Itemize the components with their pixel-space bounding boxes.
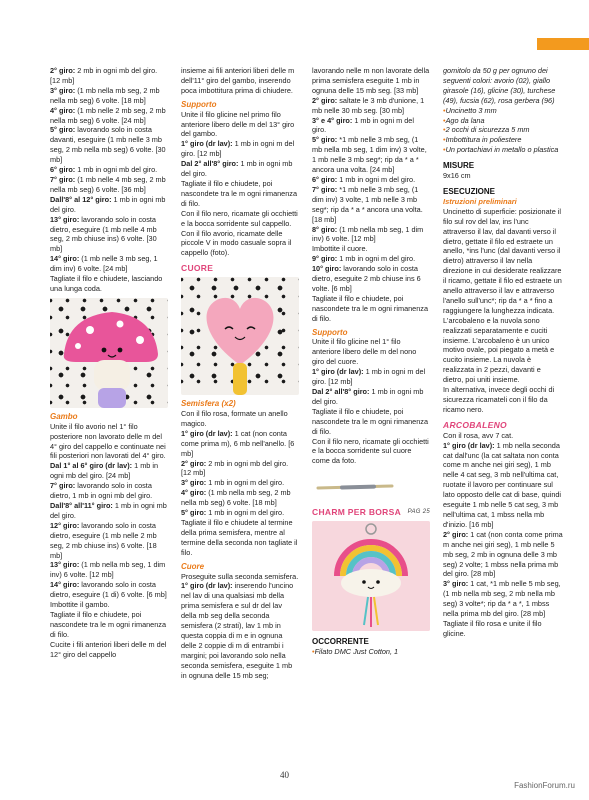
paragraph: 7° giro: *1 mb nelle 3 mb seg, (1 dim inv) 3 volte, 1 mb nelle 3 mb seg*; rip da * a * ancora una volta. [18 mb] [312, 184, 423, 224]
charm-photo [312, 521, 430, 631]
paragraph: Imbottite il cuore. [312, 244, 368, 254]
paragraph: Tagliate il filo e chiudete, lasciando una lunga coda. [50, 274, 163, 293]
paragraph: Uncinetto di superficie: posizionate il filo sul rov del lav, ins l'unc attraverso il lav, dal davanti verso il dietro, gettate il filo ed estraete un anello, *ins l'unc (dal davanti verso il dietro) attraverso il lav nella direzione in cui desiderate realizzare il ricamo, gettate il filo ed estraete un anello attraverso il lav e attraverso l'anello sull'unc*; rip da * a * fino a raggiungere la lunghezza indicata. [443, 206, 562, 315]
mushroom-photo [50, 298, 168, 408]
paragraph: 13° giro: (1 mb nella mb seg, 1 dim inv) 6 volte. [12 mb] [50, 560, 166, 580]
cuore-section-heading: CUORE [181, 263, 214, 274]
page-header-strip [0, 0, 589, 38]
istruzioni-instructions [443, 207, 563, 415]
paragraph: 7° giro: lavorando solo in costa dietro, 1 mb in ogni mb del giro. [50, 481, 153, 501]
paragraph: Dall'8° all'11° giro: 1 mb in ogni mb del giro. [50, 501, 167, 520]
paragraph: Unite il filo glicine nel 1° filo anteriore libero delle m del nono giro del cuore. [312, 337, 417, 367]
cuore-subheading: Cuore [181, 561, 205, 571]
cuore-instructions [181, 572, 299, 681]
paragraph: 2° giro: 2 mb in ogni mb del giro. [12 mb] [181, 458, 289, 478]
paragraph: 14° giro: (1 mb nelle 3 mb seg, 1 dim inv) 6 volte. [24 mb] [50, 254, 158, 274]
list-item: • Imbottitura in poliestere [443, 135, 563, 145]
rainbow-charm-illustration [312, 521, 430, 631]
paragraph: 10° giro: lavorando solo in costa dietro, eseguite 2 mb chiuse ins 6 volte. [6 mb] [312, 264, 421, 293]
paragraph: Unite il filo avorio nel 1° filo posteriore non lavorato delle m del 4° giro del cappello e continuate nei fili posteriori non lavorati del 4° giro. [50, 421, 166, 461]
paragraph: 3° giro: 1 mb in ogni m del giro. [181, 478, 285, 488]
paragraph: 5° giro: 1 mb in ogni m del giro. [181, 508, 285, 518]
paragraph: Dall'8° al 12° giro: 1 mb in ogni mb del giro. [50, 194, 166, 214]
paragraph: Dal 1° al 6° giro (dr lav): 1 mb in ogni mb del giro. [24 mb] [50, 461, 159, 481]
paragraph: L'arcobaleno e la nuvola sono realizzati separatamente e cuciti insieme. L'arcobaleno è un unico motivo ovale, poi piegato a metà e cucito insieme. La nuvola è realizzata in 2 pezzi, davanti e dietro, poi uniti insieme. [443, 315, 555, 385]
supporto-heading-1: Supporto [181, 99, 217, 109]
occorrente-colors: gomitolo da 50 g per ognuno dei seguenti colori: avorio (02), giallo girasole (16), glicine (30), turchese (49), fucsia (62), rosa gerbera (96) [443, 66, 556, 105]
mushroom-amigurumi-illustration [50, 298, 168, 408]
arcobaleno-instructions [443, 431, 563, 639]
paragraph: Con il filo rosa, formate un anello magico. [181, 409, 288, 428]
paragraph: 12° giro: lavorando solo in costa dietro, eseguire (1 mb nelle 2 mb seg, 2 mb chiuse ins) 6 volte. [18 mb] [50, 520, 157, 560]
column-1 [50, 66, 168, 660]
supporto-heading-2: Supporto [312, 327, 348, 337]
paragraph: 2° giro: saltate le 3 mb d'unione, 1 mb nelle 30 mb seg. [30 mb] [312, 95, 425, 115]
arcobaleno-heading: ARCOBALENO [443, 419, 507, 430]
paragraph: 1° giro (dr lav): 1 mb in ogni m del giro. [12 mb] [181, 139, 295, 159]
paragraph: Dal 2° all'8° giro: 1 mb in ogni mb del giro. [312, 387, 424, 406]
paragraph: 3° giro: 1 cat, *1 mb nelle 5 mb seg, (1 mb nella mb seg, 2 mb nella mb seg) 3 volte*; rip da * a *, 1 mbss nella prima mb del giro. [28 mb] Tagliate il filo rosa e unite il filo glicine. [443, 579, 561, 638]
col2-intro: insieme ai fili anteriori liberi delle m dell'11° giro del gambo, inserendo poca imbottitura prima di chiudere. [181, 66, 295, 95]
supporto-instructions-2 [312, 337, 430, 466]
list-item: • Un portachiavi in metallo o plastica [443, 145, 563, 155]
paragraph: Tagliate il filo e chiudete, poi nascondete tra le m ogni rimanenza di filo. [312, 293, 429, 323]
paragraph: 14° giro: lavorando solo in costa dietro, eseguire (1 di) 6 volte. [6 mb] [50, 580, 167, 600]
paragraph: Con il filo nero, ricamate gli occhietti e la bocca sorridente sul cappello. Con il filo avorio, ricamate delle piccole V in modo casuale sopra il cappello (foto). [181, 208, 298, 258]
watermark: FashionForum.ru [514, 781, 575, 790]
paragraph: 4° giro: (1 mb nella mb seg, 2 mb nella mb seg) 6 volte. [18 mb] [181, 488, 291, 508]
paragraph: 5° giro: lavorando solo in costa davanti, eseguire (1 mb nelle 3 mb seg, 2 mb nella mb seg) 6 volte. [30 mb] [50, 125, 166, 165]
gambo-heading: Gambo [50, 411, 78, 421]
column-4 [443, 66, 563, 639]
istruzioni-heading: Istruzioni preliminari [443, 196, 517, 206]
paragraph: 8° giro: (1 mb nella mb seg, 1 dim inv) 6 volte. [12 mb] [312, 224, 424, 244]
paragraph: 5° giro: *1 mb nelle 3 mb seg, (1 mb nella mb seg, 1 dim inv) 3 volte, 1 mb nelle 3 mb seg*; rip da * a * ancora una volta. [24 mb] [312, 135, 427, 175]
mushroom-cap-instructions [50, 66, 168, 294]
paragraph: 1° giro (dr lav): 1 mb nella seconda cat dall'unc (la cat saltata non conta come m anche nei giri seg), 1 mb nelle 4 cat seg, 3 mb nell'ultima cat, ruotate il lavoro per continuare sul lato opposto delle cat di base, quindi eseguite 1 mb nelle 5 cat seg, 3 mb nell'ultima cat, 1 mbss nella mb d'inizio. [16 mb] [443, 440, 562, 529]
heart-amigurumi-illustration [181, 277, 299, 395]
paragraph: 13° giro: lavorando solo in costa dietro, eseguire (1 mb nelle 4 mb seg, 2 mb chiuse ins) 6 volte. [30 mb] [50, 214, 157, 254]
column-3 [312, 66, 430, 657]
paragraph: 3° giro: (1 mb nella mb seg, 2 mb nella mb seg) 6 volte. [18 mb] [50, 85, 160, 105]
gambo-instructions [50, 422, 168, 660]
semisfera-instructions [181, 409, 299, 558]
paragraph: Tagliate il filo e chiudete, poi nascondete tra le m ogni rimanenza di filo. [50, 609, 167, 639]
paragraph: 1° giro (dr lav): 1 cat (non conta come prima m), 6 mb nell'anello. [6 mb] [181, 428, 295, 458]
semisfera-heading: Semisfera (x2) [181, 399, 236, 409]
occorrente-first-item: • Filato DMC Just Cotton, 1 [312, 647, 430, 657]
paragraph: Cucite i fili anteriori liberi delle m del 12° giro del cappello [50, 639, 167, 659]
paragraph: 6° giro: 1 mb in ogni mb del giro. [50, 165, 158, 175]
supporto-instructions-1 [181, 110, 299, 259]
paragraph: 2° giro: 1 cat (non conta come prima m anche nei giri seg), 1 mb nelle 5 mb seg, 2 mb in ognuna delle 3 mb seg) 2 volte; 1 mbss nella prima mb del giro. [28 mb] [443, 529, 563, 579]
paragraph: In alternativa, invece degli occhi di sicurezza ricamateli con il filo da ricamo nero. [443, 385, 555, 414]
list-item: • Uncinetto 3 mm [443, 106, 563, 116]
charm-heading [312, 508, 430, 518]
paragraph: 6° giro: 1 mb in ogni m del giro. [312, 174, 416, 184]
paragraph: Con il rosa, avv 7 cat. [443, 430, 514, 440]
paragraph: Tagliate il filo e chiudete al termine della prima semisfera, mentre al termine della seconda non tagliate il filo. [181, 518, 298, 557]
paragraph: 7° giro: (1 mb nelle 4 mb seg, 2 mb nella mb seg) 6 volte. [36 mb] [50, 174, 166, 194]
charm-page-ref: PAG 25 [407, 509, 430, 516]
paragraph: Imbottite il gambo. [50, 600, 110, 610]
crochet-hook-photo [312, 466, 430, 504]
list-item: • 2 occhi di sicurezza 5 mm [443, 125, 563, 135]
occorrente-heading: OCCORRENTE [312, 637, 369, 647]
paragraph: Con il filo nero, ricamate gli occhietti e la bocca sorridente sul cuore come da foto. [312, 436, 429, 466]
paragraph: 3° e 4° giro: 1 mb in ogni m del giro. [312, 115, 414, 135]
heart-photo [181, 277, 299, 395]
column-2 [181, 66, 299, 681]
paragraph: Dal 2° all'8° giro: 1 mb in ogni mb del giro. [181, 159, 293, 179]
paragraph: lavorando nelle m non lavorate della prima semisfera eseguite 1 mb in ognuna delle 15 mb seg. [33 mb] [312, 66, 430, 95]
cuore-continued-instructions [312, 66, 430, 324]
page-number: 40 [280, 770, 289, 780]
misure-heading: MISURE [443, 161, 475, 171]
crochet-hook-icon [312, 466, 430, 504]
paragraph: 1° giro (dr lav): 1 mb in ogni m del giro. [12 mb] [312, 367, 426, 387]
paragraph: Unite il filo glicine nel primo filo anteriore libero delle m del 13° giro del gambo. [181, 109, 295, 139]
esecuzione-heading: ESECUZIONE [443, 186, 496, 196]
paragraph: Proseguite sulla seconda semisfera. [181, 571, 299, 581]
paragraph: 2° giro: 2 mb in ogni mb del giro. [12 mb] [50, 66, 158, 85]
misure-value: 9x16 cm [443, 171, 471, 181]
charm-title: CHARM PER BORSA [312, 507, 402, 518]
paragraph: 4° giro: (1 mb nelle 2 mb seg, 2 mb nella mb seg) 6 volte. [24 mb] [50, 105, 166, 125]
paragraph: Tagliate il filo e chiudete, poi nascondete tra le m ogni rimanenza di filo. [181, 178, 298, 208]
page-tab-marker [537, 38, 589, 50]
list-item: • Ago da lana [443, 116, 563, 126]
occorrente-list [443, 106, 563, 156]
paragraph: 9° giro: 1 mb in ogni m del giro. [312, 254, 416, 264]
paragraph: 1° giro (dr lav): inserendo l'uncino nel lav di una qualsiasi mb della prima semisfera e sul dr del lav della mb seg della seconda semisfera (2 strati), lav 1 mb in questa coppia di m e in ognuna delle 2 coppie di m di entrambi i margini; poi lavorando solo nella seconda semisfera, eseguite 1 mb in ognuna delle 15 mb seg; [181, 581, 294, 680]
paragraph: Tagliate il filo e chiudete, poi nascondete tra le m ogni rimanenza di filo. [312, 406, 429, 436]
